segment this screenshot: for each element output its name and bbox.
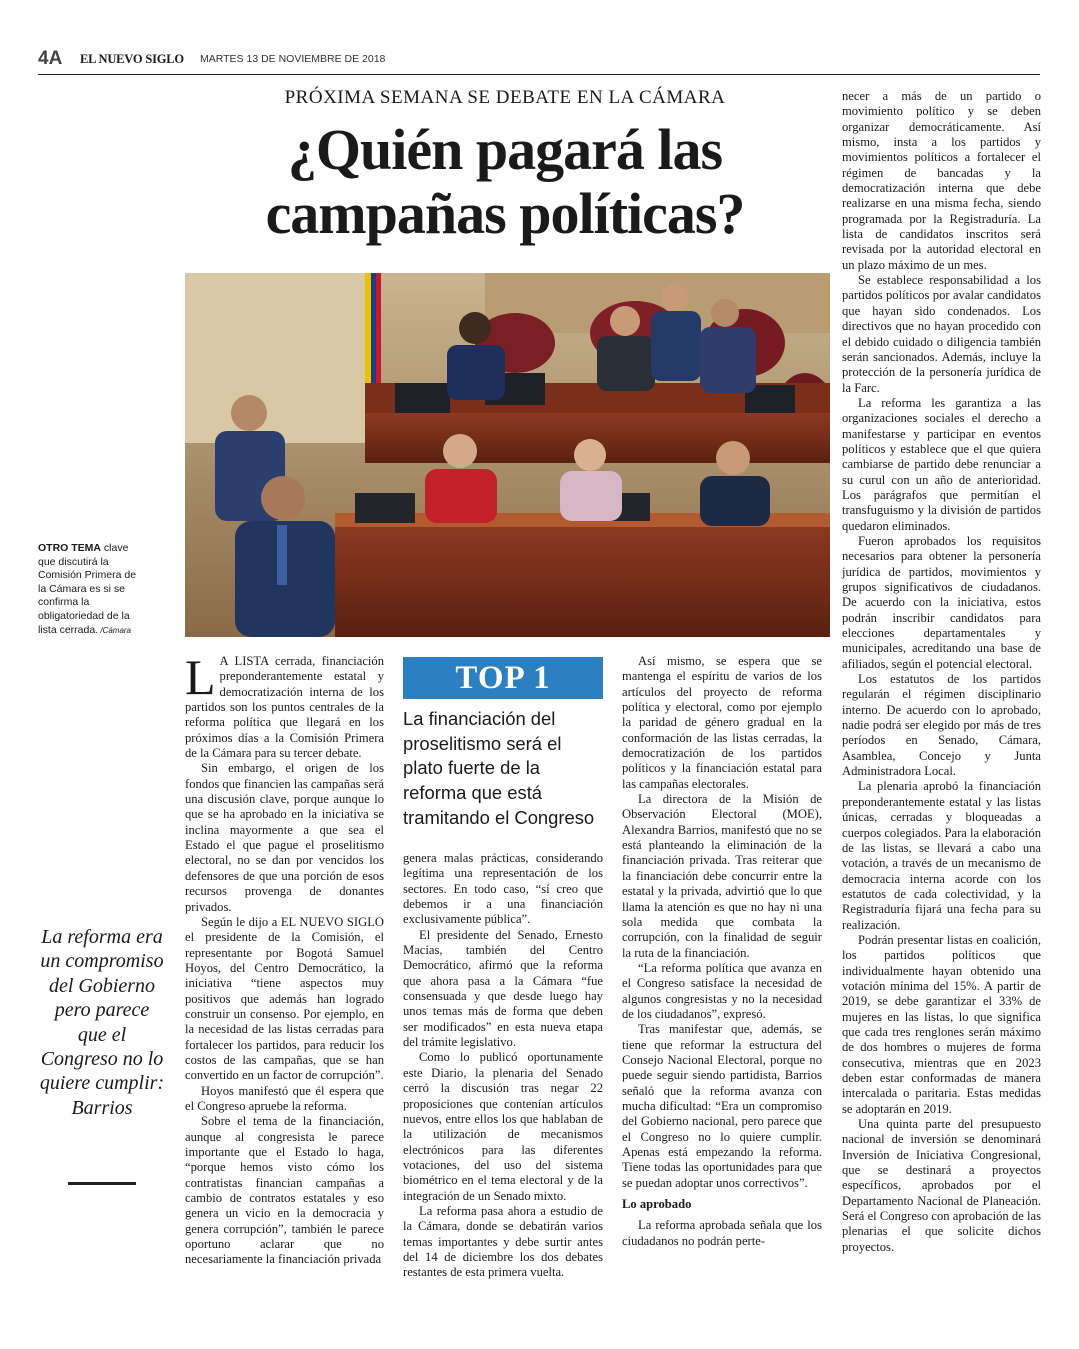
section-subhead: Lo aprobado xyxy=(622,1197,692,1212)
paragraph: Según le dijo a EL NUEVO SIGLO el presidente de la Comisión, el representante por Bogotá Samuel Hoyos, del Centro Democrático, la iniciativa “tiene aspectos muy positivos que además han logrado construir un consenso. Por ejemplo, en la necesidad de las listas cerradas para fortalecer los partidos, para reducir los costos de las campañas, que se han convertido en un factor de corrupción”. xyxy=(185,914,384,1083)
paragraph: Una quinta parte del presupuesto nacional de inversión se denominará Inversión de Iniciativa Congresional, que se destinará a proyectos específicos, aprobados por el Departamento Nacional de Planeación. Será el Congreso con aprobación de las plenarias el que solicite dichos proyectos. xyxy=(842,1117,1041,1254)
paragraph: El presidente del Senado, Ernesto Macías, también del Centro Democrático, afirmó que la reforma que ahora pasa a la Cámara “fue consensuada y que desde luego hay unos temas más de forma que deben ser modificados” en esta nueva etapa del trámite legislativo. xyxy=(403,927,603,1050)
paragraph: necer a más de un partido o movimiento político y se deben organizar democráticamente. Así mismo, insta a los partidos y movimientos políticos a fortalecer el régimen de bancadas y la democratización interna que debe realizarse en una misma fecha, siendo programada por la Registraduría. La lista de candidatos inscritos será revisada por la autoridad electoral en un plazo máximo de un mes. xyxy=(842,89,1041,272)
headline-line-1: ¿Quién pagará las xyxy=(287,117,723,182)
paragraph: “La reforma política que avanza en el Congreso satisface la necesidad de algunos congresistas y no la necesidad de los ciudadanos”, expresó. xyxy=(622,960,822,1021)
article-column-2 xyxy=(403,851,603,1281)
issue-date: MARTES 13 DE NOVIEMBRE DE 2018 xyxy=(200,53,386,65)
paragraph: Como lo publicó oportunamente este Diario, la plenaria del Senado cerró la discusión tras negar 22 proposiciones que contenían artículos nuevos, entre ellos los que hablaban de la utilización de mecanismos electrónicos para las diferentes votaciones, del uso del sistema biométrico en el tema electoral y de la integración de un Senado mixto. xyxy=(403,1050,603,1203)
headline-line-2: campañas políticas? xyxy=(265,181,745,246)
paragraph: Sin embargo, el origen de los fondos que financien las campañas será una discusión clave, porque aunque lo que se ha aprobado en la iniciativa se inclina mayormente a que sea el Estado el que pague el proselitismo electoral, no se dan por vencidos los defensores de que una porción de esos recursos provenga de donantes privados. xyxy=(185,761,384,914)
drop-cap: L xyxy=(185,649,216,705)
caption-lead: OTRO TEMA xyxy=(38,542,101,554)
paragraph: Podrán presentar listas en coalición, los partidos políticos que individualmente hayan obtenido una votación mínima del 15%. A partir de 2019, se debe garantizar el 33% de mujeres en las listas, lo que significa que cada tres renglones serán máximo de dos hombres o mujeres de forma consecutiva, mientras que en 2023 deben estar conformadas de manera intercalada o paritaria. Estas medidas se adoptarán en 2019. xyxy=(842,932,1041,1116)
top-highlight-text: La financiación del proselitismo será el plato fuerte de la reforma que está tramitando el Congreso xyxy=(403,708,595,828)
article-kicker: PRÓXIMA SEMANA SE DEBATE EN LA CÁMARA xyxy=(284,87,726,108)
paragraph: Se establece responsabilidad a los partidos políticos por avalar candidatos que hayan sido condenados. Los directivos que no hayan procedido con el debido cuidado o diligencia también serán sancionados. Además, incluye la protección de la personería jurídica de la Farc. xyxy=(842,273,1041,395)
congress-session-photo xyxy=(185,273,830,637)
top-badge: TOP 1 xyxy=(403,657,603,699)
paragraph: Sobre el tema de la financiación, aunque al congresista le parece importante que el Estado lo haga, “porque hemos visto cómo los contratistas financian campañas a cambio de contratos estatales y eso genera un vicio en la democracia y genera corrupción”, también le parece oportuno aclarar que no necesariamente la financiación privada xyxy=(185,1114,384,1267)
paragraph: La reforma les garantiza a las organizaciones sociales el derecho a manifestarse y participar en eventos políticos y establece que el que quiera cambiarse de partido debe renunciar a su curul con un año de anterioridad. Los parágrafos que permitían el transfuguismo y la división de partidos quedaron eliminados. xyxy=(842,395,1041,533)
photo-illustration xyxy=(185,273,830,637)
pull-quote-rule xyxy=(68,1182,136,1185)
pull-quote: La reforma era un compromiso del Gobierno pero parece que el Congreso no lo quiere cumplir: Barrios xyxy=(39,926,165,1119)
paragraph: Fueron aprobados los requisitos necesarios para obtener la personería jurídica de partidos, movimientos y grupos significativos de ciudadanos. De acuerdo con la iniciativa, estos podrán inscribir candidatos para elecciones departamentales y municipales, acreditando una base de afiliados, según el potencial electoral. xyxy=(842,533,1041,671)
article-column-1 xyxy=(185,649,384,1268)
page-header xyxy=(38,48,1040,75)
paragraph: La directora de la Misión de Observación Electoral (MOE), Alexandra Barrios, manifestó que no se está planteando la eliminación de la financiación privada. Tras reiterar que la financiación debe concurrir entre la estatal y la privada, advirtió que lo que llama la atención es que no hay ni una sola medida que combata la corrupción, con la finalidad de seguir la ruta de la financiación. xyxy=(622,792,822,960)
paragraph: genera malas prácticas, considerando legítima una representación de los sectores. En todo caso, “sí creo que debemos ir a una financiación exclusivamente pública”. xyxy=(403,851,603,927)
caption-text: clave que discutirá la Comisión Primera de la Cámara es si se confirma la obligatoriedad de la lista cerrada. xyxy=(38,542,137,636)
paragraph: Hoyos manifestó que él espera que el Congreso apruebe la reforma. xyxy=(185,1083,384,1113)
paragraph: Los estatutos de los partidos regularán el régimen disciplinario interno. De acuerdo con lo aprobado, nadie podrá ser elegido por más de tres períodos en Senado, Cámara, Asamblea, Concejo y Junta Administradora Local. xyxy=(842,672,1041,779)
newspaper-name: EL NUEVO SIGLO xyxy=(80,52,184,66)
page-number: 4A xyxy=(38,48,63,69)
article-headline xyxy=(185,118,825,246)
article-column-3 xyxy=(622,654,822,1249)
caption-credit: /Cámara xyxy=(98,625,132,635)
paragraph: La plenaria aprobó la financiación preponderantemente estatal y las listas únicas, cerradas y bloqueadas a cuerpos colegiados. Para la elaboración de las listas, se llevará a cabo una votación, a través de un mecanismo de democracia interna acorde con los estatutos de cada colectividad, y la Registraduría fijará una fecha para su realización. xyxy=(842,779,1041,932)
paragraph xyxy=(185,649,384,761)
paragraph-text: A LISTA cerrada, financiación preponderantemente estatal y democratización interna de los partidos son los puntos centrales de la reforma política que llegará en los próximos días a la Comisión Primera de la Cámara para su tercer debate. xyxy=(185,654,384,761)
article-column-4 xyxy=(842,89,1041,1255)
paragraph: La reforma pasa ahora a estudio de la Cámara, donde se debatirán varios temas importantes y debe surtir antes del 14 de diciembre los dos debates restantes de esta primera vuelta. xyxy=(403,1203,603,1280)
paragraph: La reforma aprobada señala que los ciudadanos no podrán perte- xyxy=(622,1218,822,1248)
paragraph: Tras manifestar que, además, se tiene que reformar la estructura del Consejo Nacional Electoral, porque no puede seguir siendo partidista, Barrios señaló que la reforma avanza con mucha dificultad: “Era un compromiso del Gobierno nacional, pero parece que el Congreso no lo quiere cumplir. Apenas está empezando la reforma. Tiene todas las oportunidades para que se puedan adoptar unos correctivos”. xyxy=(622,1022,822,1190)
photo-caption xyxy=(38,542,146,637)
paragraph: Así mismo, se espera que se mantenga el espíritu de varios de los artículos del proyecto de reforma política y electoral, como por ejemplo la paridad de género gradual en la conformación de las listas cerradas, la democratización de los partidos políticos y la financiación estatal para las campañas electorales. xyxy=(622,654,822,791)
